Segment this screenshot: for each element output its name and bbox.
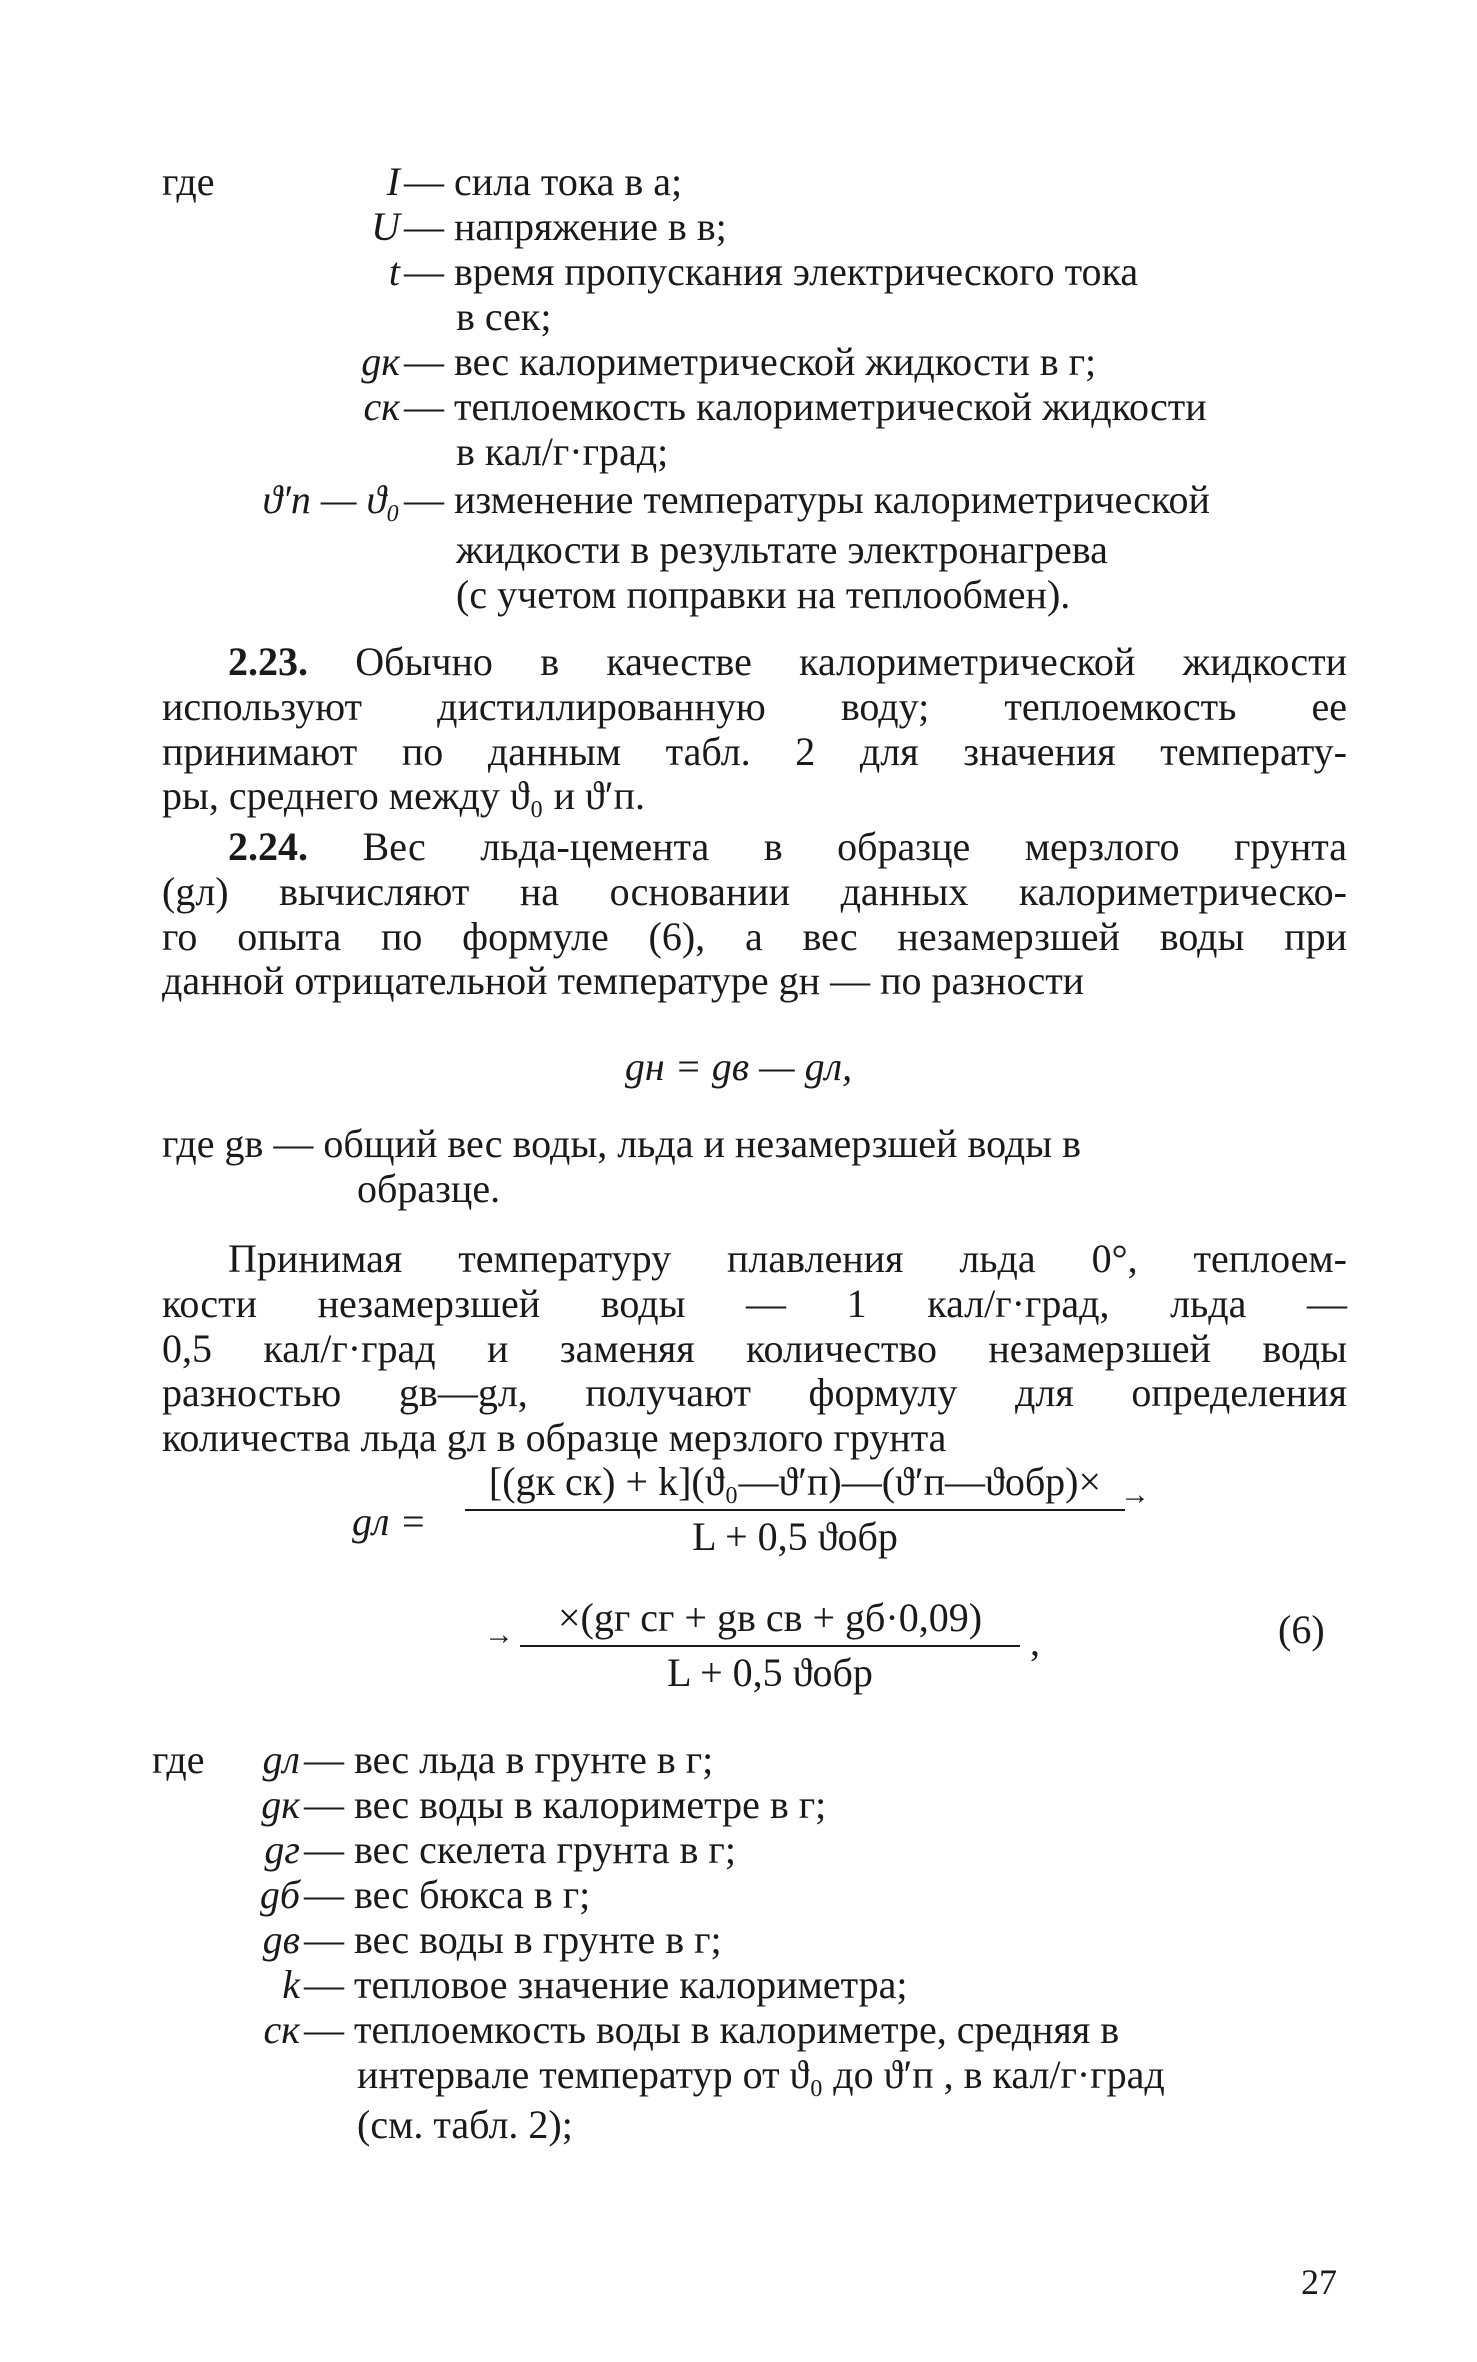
def-text: — вес льда в грунте в г; (304, 1737, 714, 1782)
def-text: в сек; (456, 294, 552, 339)
paragraph-2-24 (162, 825, 1347, 1004)
def-symbol: gл (262, 1737, 300, 1782)
def-text: — вес воды в грунте в г; (304, 1917, 722, 1962)
fraction-denominator: L + 0,5 ϑобр (692, 1513, 898, 1559)
paragraph-line: разностью gв—gл, получают формулу для определения (162, 1370, 1347, 1416)
paragraph-line: Принимая температуру плавления льда 0°, теплоем- (228, 1236, 1347, 1281)
paragraph-line: Вес льда-цемента в образце мерзлого грунта (362, 824, 1348, 869)
paragraph-number: 2.23. (228, 639, 308, 684)
fraction-numerator: ×(gг cг + gв cв + gб·0,09) (520, 1596, 1020, 1647)
def-text: жидкости в результате электронагрева (456, 527, 1108, 572)
formula-fraction-2 (520, 1596, 1020, 1696)
formula-comma: , (1030, 1619, 1040, 1664)
def-symbol: U (371, 204, 400, 249)
formula-fraction-1 (465, 1460, 1125, 1560)
def-symbol: cк (363, 384, 400, 429)
def-text: — напряжение в в; (404, 204, 727, 249)
formula-difference: gн = gв — gл, (624, 1044, 853, 1089)
def-symbol: gв (262, 1917, 300, 1962)
def-text: — изменение температуры калориметрической (404, 477, 1210, 522)
paragraph-line: ры, среднего между ϑ₀ и ϑ′п. (162, 773, 645, 819)
where-gv-line1: где gв — общий вес воды, льда и незамерзшей воды в (162, 1121, 1082, 1166)
def-text: в кал/г·град; (456, 429, 669, 474)
formula-lhs: gл = (352, 1499, 427, 1544)
paragraph-line: Обычно в качестве калориметрической жидкости (355, 639, 1347, 684)
paragraph-line: го опыта по формуле (6), а вес незамерзшей воды при (162, 913, 1347, 959)
def-text: (с учетом поправки на теплообмен). (456, 572, 1071, 617)
fraction-denominator: L + 0,5 ϑобр (667, 1649, 873, 1695)
paragraph-assumptions (162, 1237, 1347, 1461)
def-text: — вес скелета грунта в г; (304, 1827, 736, 1872)
def-symbol: gг (264, 1827, 300, 1872)
paragraph-line: кости незамерзшей воды — 1 кал/г·град, льда — (162, 1280, 1347, 1326)
def-text: — вес калориметрической жидкости в г; (404, 339, 1097, 384)
continuation-arrow-icon: → (484, 1618, 514, 1651)
def-text: — время пропускания электрического тока (404, 249, 1139, 294)
def-text: — вес бюкса в г; (304, 1872, 591, 1917)
def-symbol: ϑ′п — ϑ₀ (262, 477, 400, 522)
def-symbol: t (388, 249, 400, 294)
paragraph-line: данной отрицательной температуре gн — по разности (162, 958, 1085, 1004)
paragraph-line: используют дистиллированную воду; теплоемкость ее (162, 683, 1347, 729)
where-gv-line2: образце. (357, 1166, 501, 1211)
def-text: — тепловое значение калориметра; (304, 1962, 908, 2007)
def-symbol: gк (261, 1782, 300, 1827)
paragraph-2-23 (162, 640, 1347, 819)
def-symbol: gк (361, 339, 400, 384)
paragraph-line: (gл) вычисляют на основании данных калориметрическо- (162, 868, 1347, 914)
fraction-numerator: [(gк cк) + k](ϑ₀—ϑ′п)—(ϑ′п—ϑобр)× (465, 1460, 1125, 1511)
def-text: — теплоемкость калориметрической жидкости (404, 384, 1207, 429)
def-symbol: gб (259, 1872, 300, 1917)
def-symbol: I (386, 159, 400, 204)
where-label-bottom: где (152, 1737, 205, 1782)
paragraph-line: принимают по данным табл. 2 для значения температу- (162, 728, 1347, 774)
def-symbol: k (282, 1962, 300, 2007)
def-text: (см. табл. 2); (357, 2102, 573, 2147)
paragraph-number: 2.24. (228, 824, 308, 869)
paragraph-line: 0,5 кал/г·град и заменяя количество незамерзшей воды (162, 1325, 1347, 1371)
page-number: 27 (1301, 2262, 1337, 2302)
continuation-arrow-icon: → (1120, 1478, 1150, 1511)
equation-number: (6) (1278, 1607, 1325, 1652)
def-text: — теплоемкость воды в калориметре, средняя в (304, 2007, 1120, 2052)
def-text: интервале температур от ϑ₀ до ϑ′п , в кал/г·град (357, 2052, 1165, 2097)
where-label-top: где (162, 159, 215, 204)
def-symbol: cк (263, 2007, 300, 2052)
paragraph-line: количества льда gл в образце мерзлого грунта (162, 1415, 947, 1461)
def-text: — сила тока в а; (404, 159, 683, 204)
def-text: — вес воды в калориметре в г; (304, 1782, 827, 1827)
